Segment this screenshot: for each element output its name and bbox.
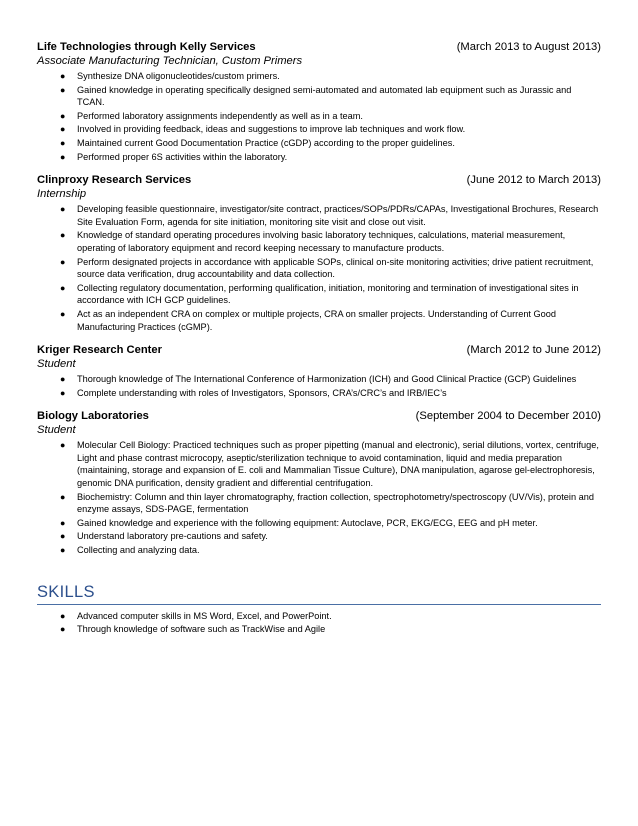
list-item-text: Thorough knowledge of The International Conference of Harmonization (ICH) and Good Clinical Practice (GCP) Guidelines: [77, 374, 577, 385]
list-item-text: Gained knowledge and experience with the following equipment: Autoclave, PCR, EKG/ECG, EEG and pH meter.: [77, 517, 538, 528]
resume-page: [37, 40, 601, 637]
bullet-icon: ●: [60, 110, 66, 121]
list-item-text: Collecting regulatory documentation, performing qualification, initiation, monitoring and termination of investigational sites in accordance with ICH GCP guidelines.: [77, 282, 579, 306]
job-header: [37, 409, 601, 423]
list-item-text: Perform designated projects in accordance with applicable SOPs, clinical on-site monitoring activities; drive patient recruitment, source data verification, drug accountability and data collection.: [77, 256, 594, 280]
list-item-text: Gained knowledge in operating specifically designed semi-automated and automated lab equipment such as Jurassic and TCAN.: [77, 84, 572, 108]
list-item: [37, 256, 601, 281]
bullet-icon: ●: [60, 71, 66, 81]
list-item-text: Biochemistry: Column and thin layer chromatography, fraction collection, spectrophotometry/spectroscopy (UV/Vis), protein and enzyme assays, SDS-PAGE, fermentation: [77, 491, 594, 515]
skills-list: [37, 610, 601, 636]
list-item: [37, 123, 601, 136]
list-item: [37, 70, 601, 83]
job-entry: [37, 343, 601, 399]
bullet-icon: ●: [60, 545, 66, 556]
list-item-text: Performed laboratory assignments independently as well as in a team.: [77, 110, 363, 121]
list-item: [37, 387, 601, 400]
list-item-text: Molecular Cell Biology: Practiced techniques such as proper pipetting (manual and electronic), serial dilutions, vortex, centrifuge, Light and phase contrast microcopy, aseptic/sterilization technique to avoid contamination, liquid and media preparation (maintaining, storage and expansion of E. coli and Mammalian Tissue Culture), DNA manipulation, agarose gel-electrophoresis, genomic DNA purification, density gradient and differential centrifugation.: [77, 440, 599, 489]
job-role: Associate Manufacturing Technician, Custom Primers: [37, 55, 303, 67]
list-item: [37, 308, 601, 333]
list-item: [37, 623, 601, 636]
list-item-text: Involved in providing feedback, ideas and suggestions to improve lab techniques and work flow.: [77, 124, 466, 135]
list-item: [37, 530, 601, 543]
skills-divider: [37, 604, 601, 605]
bullet-icon: ●: [60, 624, 66, 635]
bullet-icon: ●: [60, 230, 66, 241]
bullet-icon: ●: [60, 84, 66, 95]
job-duties-list: [37, 70, 601, 163]
skills-section: [37, 583, 601, 636]
job-dates: (March 2012 to June 2012): [466, 344, 601, 357]
list-item-text: Knowledge of standard operating procedures involving basic laboratory techniques, calculations, material measurement, operating of laboratory equipment and record keeping necessary to manufacture products.: [77, 230, 566, 253]
list-item: [37, 203, 601, 228]
bullet-icon: ●: [60, 491, 66, 502]
list-item-text: Performed proper 6S activities within the laboratory.: [77, 151, 288, 162]
job-role: Internship: [37, 188, 87, 201]
job-entry: [37, 40, 601, 163]
list-item: [37, 517, 601, 530]
job-header: [37, 173, 601, 187]
company-name: Clinproxy Research Services: [37, 174, 192, 187]
job-role: Student: [37, 358, 76, 371]
company-name: Kriger Research Center: [37, 344, 162, 357]
list-item-text: Complete understanding with roles of Investigators, Sponsors, CRA’s/CRC’s and IRB/IEC’s: [77, 387, 447, 398]
job-entry: [37, 409, 601, 556]
bullet-icon: ●: [60, 387, 66, 398]
list-item: [37, 544, 601, 557]
job-duties-list: [37, 439, 601, 556]
list-item-text: Act as an independent CRA on complex or multiple projects, CRA on smaller projects. Understanding of Current Good Manufacturing Practices (cGMP).: [77, 308, 557, 332]
company-name: Life Technologies through Kelly Services: [37, 41, 256, 53]
bullet-icon: ●: [60, 517, 66, 528]
bullet-icon: ●: [60, 374, 66, 385]
bullet-icon: ●: [60, 308, 66, 319]
bullet-icon: ●: [60, 440, 66, 451]
list-item-text: Developing feasible questionnaire, investigator/site contract, practices/SOPs/PDRs/CAPAs, Investigational Brochures, Research Site Evaluation Form, agenda for site initiation, monitoring site visit and close out visit.: [77, 204, 599, 227]
list-item-text: Understand laboratory pre-cautions and safety.: [77, 531, 268, 542]
bullet-icon: ●: [60, 204, 66, 215]
job-header: [37, 40, 601, 54]
list-item: [37, 373, 601, 386]
list-item-text: Advanced computer skills in MS Word, Excel, and PowerPoint.: [77, 610, 332, 621]
list-item-text: Through knowledge of software such as TrackWise and Agile: [77, 624, 326, 635]
bullet-icon: ●: [60, 531, 66, 542]
bullet-icon: ●: [60, 124, 66, 135]
list-item: [37, 110, 601, 123]
bullet-icon: ●: [60, 151, 66, 162]
bullet-icon: ●: [60, 610, 66, 621]
list-item: [37, 282, 601, 307]
list-item-text: Synthesize DNA oligonucleotides/custom primers.: [77, 71, 280, 81]
bullet-icon: ●: [60, 137, 66, 148]
experience-section: [37, 40, 601, 557]
list-item: [37, 491, 601, 516]
list-item-text: Collecting and analyzing data.: [77, 545, 200, 556]
job-dates: (June 2012 to March 2013): [466, 174, 601, 187]
job-dates: (September 2004 to December 2010): [415, 410, 601, 423]
list-item: [37, 229, 601, 254]
job-header: [37, 343, 601, 357]
job-dates: (March 2013 to August 2013): [456, 41, 601, 53]
job-duties-list: [37, 203, 601, 333]
job-duties-list: [37, 373, 601, 399]
list-item: [37, 137, 601, 150]
skills-heading: SKILLS: [37, 582, 95, 601]
list-item: [37, 439, 601, 489]
job-role: Student: [37, 424, 76, 437]
list-item: [37, 610, 601, 623]
bullet-icon: ●: [60, 256, 66, 267]
list-item: [37, 151, 601, 164]
list-item-text: Maintained current Good Documentation Practice (cGDP) according to the proper guidelines.: [77, 137, 455, 148]
bullet-icon: ●: [60, 282, 66, 293]
list-item: [37, 84, 601, 109]
company-name: Biology Laboratories: [37, 410, 149, 423]
job-entry: [37, 173, 601, 333]
